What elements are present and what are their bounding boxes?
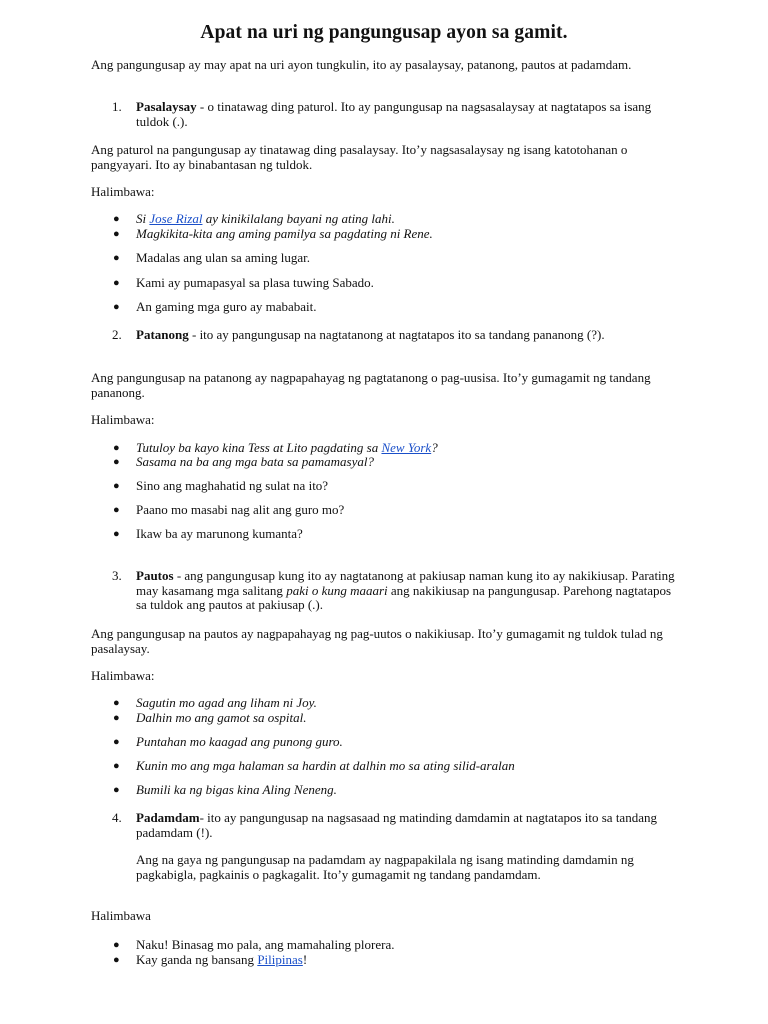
page-title: Apat na uri ng pangungusap ayon sa gamit. (200, 22, 568, 43)
bullet-icon: ● (113, 939, 120, 951)
bullet-icon: ● (113, 442, 120, 454)
example-text: Paano mo masabi nag alit ang guro mo? (136, 502, 345, 517)
example-text: Kami ay pumapasyal sa plasa tuwing Sabado. (136, 275, 374, 290)
example-text (136, 212, 676, 227)
example-text-part: ay kinikilalang bayani ng ating lahi. (202, 211, 395, 226)
bullet-icon: ● (113, 528, 120, 540)
example-text: Sasama na ba ang mga bata sa pamamasyal? (136, 454, 374, 469)
explanation-paragraph: Ang paturol na pangungusap ay tinatawag ding pasalaysay. Ito’y nagsasalaysay ng isang katotohanan o pangyayari. Ito ay binabantasan ng tuldok. (91, 142, 628, 172)
term-label: Padamdam (136, 810, 200, 825)
example-text-part: Si (136, 211, 150, 226)
list-number: 3. (112, 568, 122, 583)
bullet-icon: ● (113, 301, 120, 313)
definition-body: - ito ay pangungusap na nagsasaad ng matinding damdamin at nagtatapos ito sa tandang padamdam (!). (136, 810, 657, 840)
bullet-icon: ● (113, 697, 120, 709)
example-text: Puntahan mo kaagad ang punong guro. (136, 734, 343, 749)
example-text: Ikaw ba ay marunong kumanta? (136, 526, 303, 541)
example-text: Naku! Binasag mo pala, ang mamahaling plorera. (136, 937, 395, 952)
definition-body: - o tinatawag ding paturol. Ito ay pangungusap na nagsasalaysay at nagtatapos sa isang tuldok (.). (136, 99, 652, 129)
example-text: Sagutin mo agad ang liham ni Joy. (136, 695, 317, 710)
new-york-link[interactable]: New York (381, 440, 432, 455)
term-label: Patanong (136, 327, 189, 342)
bullet-icon: ● (113, 252, 120, 264)
term-label: Pasalaysay (136, 99, 197, 114)
definition-text (136, 328, 676, 343)
definition-body: - ang pangungusap kung ito ay nagtatanong at pakiusap naman kung ito ay nakikiusap. Parating may kasamang mga salitang (136, 568, 675, 598)
example-text-part: ! (302, 952, 308, 967)
halimbawa-label: Halimbawa: (91, 184, 155, 199)
explanation-paragraph: Ang na gaya ng pangungusap na padamdam ay nagpapakilala ng isang matinding damdamin ng pagkabigla, pagkainis o pagkagalit. Ito’y gumagamit ng tandang pandamdam. (136, 852, 634, 882)
intro-paragraph: Ang pangungusap ay may apat na uri ayon tungkulin, ito ay pasalaysay, patanong, pautos at padamdam. (91, 57, 632, 72)
definition-text (136, 569, 676, 613)
example-text-part: ? (431, 440, 438, 455)
bullet-icon: ● (113, 504, 120, 516)
halimbawa-label: Halimbawa (91, 908, 151, 923)
definition-text (136, 100, 676, 129)
bullet-icon: ● (113, 213, 120, 225)
bullet-icon: ● (113, 736, 120, 748)
definition-text (136, 811, 676, 840)
bullet-icon: ● (113, 954, 120, 966)
example-text (136, 953, 676, 968)
term-label: Pautos (136, 568, 174, 583)
explanation-paragraph: Ang pangungusap na patanong ay nagpapahayag ng pagtatanong o pag-uusisa. Ito’y gumagamit ng tandang pananong. (91, 370, 651, 400)
bullet-icon: ● (113, 456, 120, 468)
example-text: Dalhin mo ang gamot sa ospital. (136, 710, 307, 725)
example-text: Madalas ang ulan sa aming lugar. (136, 250, 311, 265)
bullet-icon: ● (113, 228, 120, 240)
bullet-icon: ● (113, 277, 120, 289)
example-text: Magkikita-kita ang aming pamilya sa pagdating ni Rene. (136, 226, 433, 241)
example-text: Kunin mo ang mga halaman sa hardin at dalhin mo sa ating silid-aralan (136, 758, 515, 773)
example-text: Bumili ka ng bigas kina Aling Neneng. (136, 782, 337, 797)
definition-body: ang nakikiusap na pangungusap. Parehong nagtatapos sa tuldok ang pautos at pakiusap (.). (136, 582, 672, 612)
pilipinas-link[interactable]: Pilipinas (257, 952, 303, 967)
list-number: 4. (112, 810, 122, 825)
definition-emphasis: paki o kung maaari (286, 582, 388, 598)
jose-rizal-link[interactable]: Jose Rizal (149, 211, 203, 226)
bullet-icon: ● (113, 784, 120, 796)
bullet-icon: ● (113, 712, 120, 724)
halimbawa-label: Halimbawa: (91, 668, 155, 683)
example-text-part: Tutuloy ba kayo kina Tess at Lito pagdating sa (136, 440, 382, 455)
example-text: Sino ang maghahatid ng sulat na ito? (136, 478, 329, 493)
bullet-icon: ● (113, 760, 120, 772)
example-text: An gaming mga guro ay mababait. (136, 299, 317, 314)
definition-body: - ito ay pangungusap na nagtatanong at nagtatapos ito sa tandang pananong (?). (188, 327, 605, 342)
bullet-icon: ● (113, 480, 120, 492)
list-number: 1. (112, 99, 122, 114)
halimbawa-label: Halimbawa: (91, 412, 155, 427)
list-number: 2. (112, 327, 122, 342)
example-text-part: Kay ganda ng bansang (136, 952, 258, 967)
explanation-paragraph: Ang pangungusap na pautos ay nagpapahayag ng pag-uutos o nakikiusap. Ito’y gumagamit ng tuldok tulad ng pasalaysay. (91, 626, 663, 656)
